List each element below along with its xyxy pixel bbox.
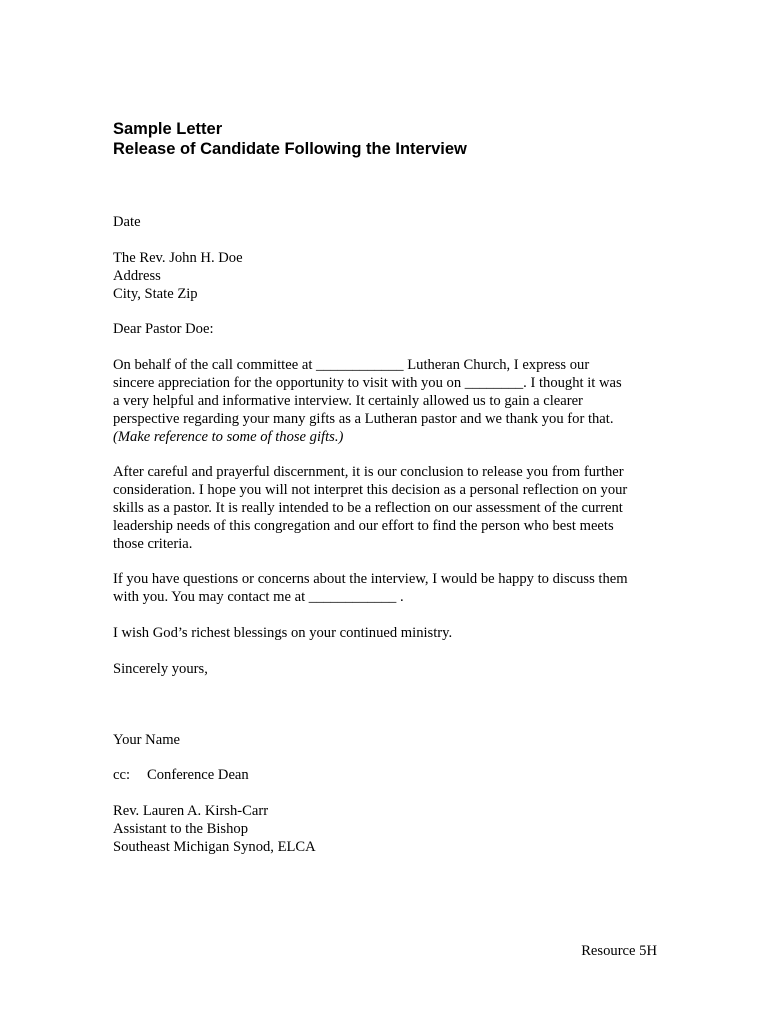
date-text: Date bbox=[113, 214, 141, 230]
paragraph-3-line: with you. You may contact me at ____________ . bbox=[113, 589, 404, 605]
sender-block bbox=[113, 802, 673, 856]
heading-subtitle: Release of Candidate Following the Interview bbox=[113, 140, 467, 158]
paragraph-1-line: a very helpful and informative interview. It certainly allowed us to gain a clearer bbox=[113, 393, 583, 409]
paragraph-2-line: skills as a pastor. It is really intended to be a reflection on our assessment of the current bbox=[113, 500, 623, 516]
recipient-block bbox=[113, 249, 673, 303]
paragraph-4-text: I wish God’s richest blessings on your continued ministry. bbox=[113, 625, 453, 641]
sender-organization: Southeast Michigan Synod, ELCA bbox=[113, 839, 316, 855]
closing bbox=[113, 660, 673, 678]
paragraph-3 bbox=[113, 570, 673, 606]
sender-title: Assistant to the Bishop bbox=[113, 821, 248, 837]
cc-label: cc: bbox=[113, 767, 131, 783]
paragraph-1-line: sincere appreciation for the opportunity to visit with you on ________. I thought it was bbox=[113, 375, 622, 391]
paragraph-2-line: leadership needs of this congregation and our effort to find the person who best meets bbox=[113, 518, 614, 534]
paragraph-1-note: (Make reference to some of those gifts.) bbox=[113, 429, 344, 445]
heading-title: Sample Letter bbox=[113, 120, 223, 138]
signature-name-text: Your Name bbox=[113, 732, 181, 748]
paragraph-4 bbox=[113, 624, 673, 642]
recipient-address: Address bbox=[113, 268, 161, 284]
recipient-name: The Rev. John H. Doe bbox=[113, 250, 243, 266]
paragraph-2-line: consideration. I hope you will not interpret this decision as a personal reflection on your bbox=[113, 482, 628, 498]
salutation bbox=[113, 320, 673, 338]
sender-name: Rev. Lauren A. Kirsh-Carr bbox=[113, 803, 269, 819]
paragraph-2 bbox=[113, 463, 673, 553]
date-line bbox=[113, 213, 673, 231]
paragraph-1-line: On behalf of the call committee at ____________ Lutheran Church, I express our bbox=[113, 357, 590, 373]
recipient-city-state-zip: City, State Zip bbox=[113, 286, 198, 302]
signature-name bbox=[113, 731, 673, 749]
closing-text: Sincerely yours, bbox=[113, 661, 208, 677]
paragraph-2-line: After careful and prayerful discernment, it is our conclusion to release you from further bbox=[113, 464, 624, 480]
cc-line bbox=[113, 766, 673, 784]
paragraph-3-line: If you have questions or concerns about the interview, I would be happy to discuss them bbox=[113, 571, 628, 587]
paragraph-1 bbox=[113, 356, 673, 446]
paragraph-2-line: those criteria. bbox=[113, 536, 193, 552]
letter-heading bbox=[113, 119, 467, 159]
resource-label: Resource 5H bbox=[581, 943, 657, 959]
paragraph-1-line: perspective regarding your many gifts as a Lutheran pastor and we thank you for that. bbox=[113, 411, 614, 427]
salutation-text: Dear Pastor Doe: bbox=[113, 321, 214, 337]
cc-value: Conference Dean bbox=[147, 767, 249, 783]
